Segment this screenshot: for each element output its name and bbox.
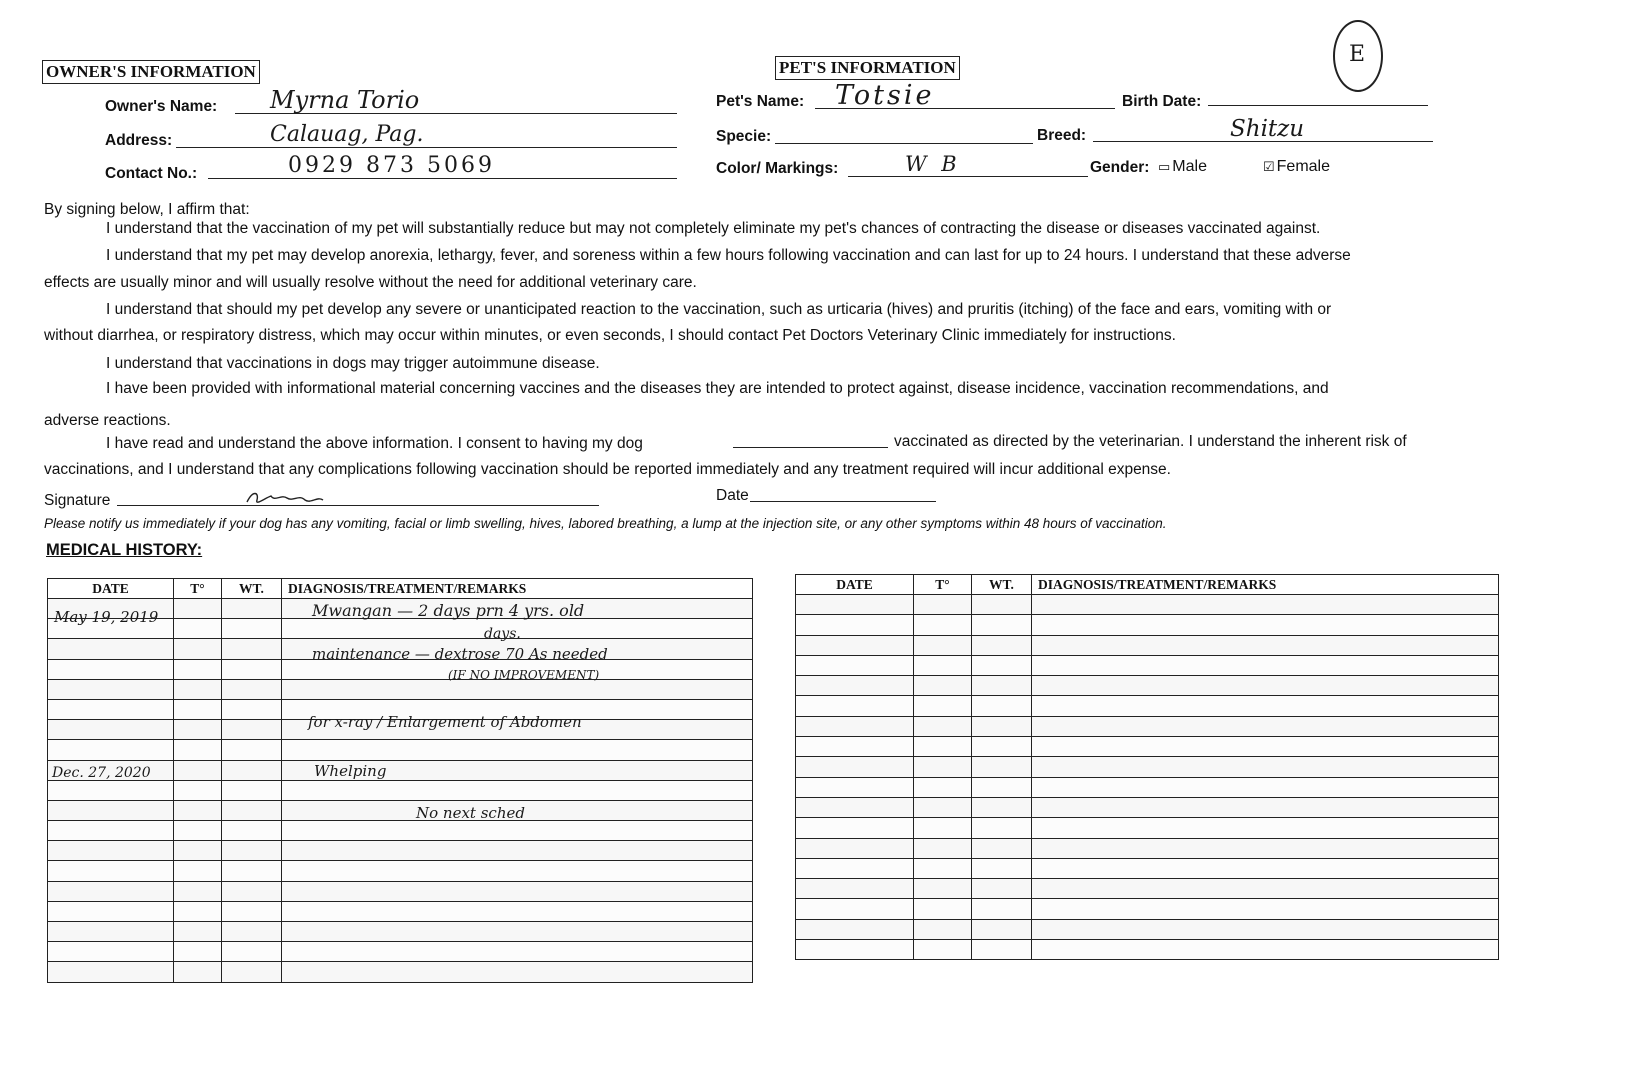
remarks-cell[interactable]: [1032, 737, 1499, 757]
date-cell[interactable]: [48, 881, 174, 901]
signature-date-label: Date: [716, 487, 749, 504]
table-row: [48, 861, 753, 881]
table-row: [48, 922, 753, 942]
owner-address-line: [176, 147, 677, 148]
signature-date-line[interactable]: [750, 501, 936, 502]
temperature-cell[interactable]: [914, 777, 972, 797]
weight-cell[interactable]: [222, 699, 282, 719]
remarks-cell[interactable]: [282, 922, 753, 942]
temperature-cell[interactable]: [914, 899, 972, 919]
consent-paragraph-1: I understand that the vaccination of my pet will substantially reduce but may not completely eliminate my pet's chances of contracting the disease or diseases vaccinated against.: [106, 220, 1321, 237]
weight-cell[interactable]: [972, 595, 1032, 615]
table-row: [48, 841, 753, 861]
entry-remark-1b[interactable]: days.: [484, 626, 521, 642]
weight-cell[interactable]: [222, 922, 282, 942]
remarks-cell[interactable]: [1032, 919, 1499, 939]
weight-cell[interactable]: [222, 962, 282, 982]
weight-cell[interactable]: [222, 679, 282, 699]
weight-cell[interactable]: [972, 879, 1032, 899]
consent-paragraph-6a-end: vaccinated as directed by the veterinarian. I understand the inherent risk of: [894, 433, 1407, 450]
date-cell[interactable]: [48, 901, 174, 921]
date-cell[interactable]: [48, 639, 174, 659]
gender-male-option[interactable]: [1158, 158, 1207, 176]
male-label: Male: [1172, 158, 1207, 175]
date-cell[interactable]: [796, 899, 914, 919]
weight-cell[interactable]: [972, 777, 1032, 797]
col-date: DATE: [48, 579, 174, 599]
weight-cell[interactable]: [222, 659, 282, 679]
entry-remark-1[interactable]: Mwangan — 2 days prn 4 yrs. old: [312, 601, 585, 620]
temperature-cell[interactable]: [174, 942, 222, 962]
weight-cell[interactable]: [222, 599, 282, 619]
birth-date-label: Birth Date:: [1122, 93, 1202, 110]
consent-paragraph-2b: effects are usually minor and will usually resolve without the need for additional veterinary care.: [44, 274, 697, 291]
gender-label: Gender:: [1090, 159, 1150, 176]
temperature-cell[interactable]: [174, 901, 222, 921]
temperature-cell[interactable]: [174, 639, 222, 659]
date-cell[interactable]: [796, 919, 914, 939]
weight-cell[interactable]: [972, 737, 1032, 757]
temperature-cell[interactable]: [914, 838, 972, 858]
table-row: [796, 797, 1499, 817]
pet-name-value[interactable]: Totsie: [835, 80, 935, 111]
medical-history-table-left: [47, 578, 753, 983]
date-cell[interactable]: [48, 922, 174, 942]
table-row: [48, 800, 753, 820]
medical-history-heading: MEDICAL HISTORY:: [46, 541, 203, 559]
weight-cell[interactable]: [222, 841, 282, 861]
weight-cell[interactable]: [222, 901, 282, 921]
weight-cell[interactable]: [222, 861, 282, 881]
weight-cell[interactable]: [972, 696, 1032, 716]
temperature-cell[interactable]: [914, 919, 972, 939]
table-row: [48, 821, 753, 841]
table-row: [796, 777, 1499, 797]
col-weight: WT.: [972, 575, 1032, 595]
remarks-cell[interactable]: [1032, 818, 1499, 838]
temperature-cell[interactable]: [174, 760, 222, 780]
consent-paragraph-5a: I have been provided with informational material concerning vaccines and the diseases they are intended to protect against, disease incidence, vaccination recommendations, and: [106, 380, 1329, 397]
date-cell[interactable]: [48, 841, 174, 861]
weight-cell[interactable]: [972, 838, 1032, 858]
table-row: [796, 818, 1499, 838]
consent-paragraph-3a: I understand that should my pet develop any severe or unanticipated reaction to the vaccination, such as urticaria (hives) and pruritis (itching) of the face and ears, vomiting with or: [106, 301, 1332, 318]
date-cell[interactable]: [796, 615, 914, 635]
remarks-cell[interactable]: [1032, 615, 1499, 635]
color-markings-label: Color/ Markings:: [716, 160, 839, 177]
breed-value[interactable]: Shitzu: [1230, 116, 1305, 142]
date-cell[interactable]: [48, 800, 174, 820]
weight-cell[interactable]: [972, 797, 1032, 817]
date-cell[interactable]: [48, 962, 174, 982]
temperature-cell[interactable]: [914, 696, 972, 716]
temperature-cell[interactable]: [914, 858, 972, 878]
temperature-cell[interactable]: [174, 740, 222, 760]
date-cell[interactable]: [796, 676, 914, 696]
date-cell[interactable]: [48, 659, 174, 679]
temperature-cell[interactable]: [174, 720, 222, 740]
vaccination-notice: Please notify us immediately if your dog has any vomiting, facial or limb swelling, hives, labored breathing, a lump at the injection site, or any other symptoms within 48 hours of vaccination.: [44, 516, 1167, 531]
weight-cell[interactable]: [972, 615, 1032, 635]
table-row: [796, 919, 1499, 939]
table-row: [796, 635, 1499, 655]
owner-address-label: Address:: [105, 132, 173, 149]
owner-signature-scribble: [245, 488, 325, 508]
remarks-cell[interactable]: [1032, 655, 1499, 675]
weight-cell[interactable]: [222, 780, 282, 800]
entry-date-1[interactable]: May 19, 2019: [54, 608, 159, 626]
remarks-cell[interactable]: [1032, 716, 1499, 736]
weight-cell[interactable]: [222, 942, 282, 962]
temperature-cell[interactable]: [174, 841, 222, 861]
date-cell[interactable]: [796, 777, 914, 797]
temperature-cell[interactable]: [174, 821, 222, 841]
col-weight: WT.: [222, 579, 282, 599]
consent-intro: By signing below, I affirm that:: [44, 201, 250, 218]
consent-paragraph-2a: I understand that my pet may develop anorexia, lethargy, fever, and soreness within a few hours following vaccination and can last for up to 24 hours. I understand that these adverse: [106, 247, 1351, 264]
weight-cell[interactable]: [972, 655, 1032, 675]
gender-female-option[interactable]: [1263, 158, 1330, 176]
specie-line: [775, 143, 1033, 144]
temperature-cell[interactable]: [914, 818, 972, 838]
weight-cell[interactable]: [222, 800, 282, 820]
consent-paragraph-6b: vaccinations, and I understand that any complications following vaccination should be reported immediately and any treatment required will incur additional expense.: [44, 461, 1171, 478]
remarks-cell[interactable]: [282, 679, 753, 699]
date-cell[interactable]: [48, 780, 174, 800]
date-cell[interactable]: [796, 655, 914, 675]
temperature-cell[interactable]: [914, 716, 972, 736]
table-row: [796, 595, 1499, 615]
weight-cell[interactable]: [222, 720, 282, 740]
temperature-cell[interactable]: [914, 676, 972, 696]
remarks-cell[interactable]: [1032, 777, 1499, 797]
date-cell[interactable]: [48, 821, 174, 841]
weight-cell[interactable]: [972, 635, 1032, 655]
date-cell[interactable]: [796, 797, 914, 817]
date-cell[interactable]: [48, 699, 174, 719]
circled-letter: E: [1349, 42, 1366, 67]
owner-section-heading: OWNER'S INFORMATION: [42, 60, 260, 84]
temperature-cell[interactable]: [174, 780, 222, 800]
temperature-cell[interactable]: [914, 757, 972, 777]
remarks-cell[interactable]: [1032, 595, 1499, 615]
consent-paragraph-4: I understand that vaccinations in dogs may trigger autoimmune disease.: [106, 355, 600, 372]
temperature-cell[interactable]: [174, 599, 222, 619]
table-row: [796, 940, 1499, 960]
remarks-cell[interactable]: [1032, 879, 1499, 899]
remarks-cell[interactable]: [1032, 858, 1499, 878]
temperature-cell[interactable]: [174, 659, 222, 679]
temperature-cell[interactable]: [174, 699, 222, 719]
temperature-cell[interactable]: [914, 737, 972, 757]
medical-history-table-right: [795, 574, 1499, 960]
dog-name-blank[interactable]: [733, 447, 888, 448]
entry-remark-5[interactable]: No next sched: [416, 804, 525, 822]
date-cell[interactable]: [796, 635, 914, 655]
pet-name-label: Pet's Name:: [716, 93, 805, 110]
table-row: [796, 899, 1499, 919]
remarks-cell[interactable]: [282, 740, 753, 760]
pet-section-heading: PET'S INFORMATION: [775, 56, 960, 80]
weight-cell[interactable]: [972, 940, 1032, 960]
entry-date-2[interactable]: Dec. 27, 2020: [52, 765, 151, 781]
table-row: [796, 696, 1499, 716]
date-cell[interactable]: [48, 740, 174, 760]
remarks-cell[interactable]: [282, 861, 753, 881]
specie-label: Specie:: [716, 128, 772, 145]
date-cell[interactable]: [48, 942, 174, 962]
col-date: DATE: [796, 575, 914, 595]
entry-remark-4[interactable]: Whelping: [314, 762, 387, 780]
table-row: [796, 858, 1499, 878]
entry-remark-3[interactable]: for x-ray / Enlargement of Abdomen: [308, 713, 582, 731]
weight-cell[interactable]: [222, 881, 282, 901]
owner-contact-label: Contact No.:: [105, 165, 198, 182]
remarks-cell[interactable]: [282, 962, 753, 982]
table-row: [796, 757, 1499, 777]
weight-cell[interactable]: [972, 899, 1032, 919]
table-row: [796, 615, 1499, 635]
table-row: [796, 737, 1499, 757]
weight-cell[interactable]: [972, 919, 1032, 939]
weight-cell[interactable]: [972, 716, 1032, 736]
remarks-cell[interactable]: [282, 942, 753, 962]
weight-cell[interactable]: [222, 639, 282, 659]
remarks-cell[interactable]: [1032, 940, 1499, 960]
weight-cell[interactable]: [222, 619, 282, 639]
female-label: Female: [1276, 158, 1331, 175]
color-markings-value[interactable]: W B: [905, 152, 957, 176]
temperature-cell[interactable]: [914, 655, 972, 675]
birth-date-line: [1208, 105, 1428, 106]
table-row: [48, 780, 753, 800]
date-cell[interactable]: [796, 716, 914, 736]
temperature-cell[interactable]: [174, 800, 222, 820]
temperature-cell[interactable]: [914, 595, 972, 615]
date-cell[interactable]: [796, 818, 914, 838]
table-row: [48, 760, 753, 780]
male-checkbox-icon[interactable]: ▭: [1158, 159, 1171, 174]
owner-address-value[interactable]: Calauag, Pag.: [270, 122, 424, 147]
remarks-cell[interactable]: [282, 901, 753, 921]
weight-cell[interactable]: [972, 818, 1032, 838]
date-cell[interactable]: [796, 940, 914, 960]
temperature-cell[interactable]: [914, 635, 972, 655]
date-cell[interactable]: [796, 737, 914, 757]
temperature-cell[interactable]: [174, 881, 222, 901]
table-row: [48, 679, 753, 699]
temperature-cell[interactable]: [914, 879, 972, 899]
temperature-cell[interactable]: [174, 619, 222, 639]
col-temperature: T°: [174, 579, 222, 599]
entry-remark-2b[interactable]: (IF NO IMPROVEMENT): [448, 668, 600, 682]
date-cell[interactable]: [48, 720, 174, 740]
table-row: [48, 740, 753, 760]
color-markings-line: [848, 176, 1088, 177]
remarks-cell[interactable]: [1032, 635, 1499, 655]
date-cell[interactable]: [796, 858, 914, 878]
temperature-cell[interactable]: [914, 615, 972, 635]
date-cell[interactable]: [796, 696, 914, 716]
col-temperature: T°: [914, 575, 972, 595]
date-cell[interactable]: [48, 679, 174, 699]
remarks-cell[interactable]: [282, 780, 753, 800]
owner-name-label: Owner's Name:: [105, 98, 218, 115]
owner-contact-value[interactable]: 0929 873 5069: [288, 153, 495, 178]
remarks-cell[interactable]: [282, 841, 753, 861]
breed-label: Breed:: [1037, 127, 1087, 144]
table-row: [796, 879, 1499, 899]
temperature-cell[interactable]: [174, 962, 222, 982]
consent-paragraph-3b: without diarrhea, or respiratory distress, which may occur within minutes, or even seconds, I should contact Pet Doctors Veterinary Clinic immediately for instructions.: [44, 327, 1176, 344]
table-row: [48, 962, 753, 982]
date-cell[interactable]: [796, 879, 914, 899]
col-remarks: DIAGNOSIS/TREATMENT/REMARKS: [282, 579, 753, 599]
signature-line[interactable]: [117, 505, 599, 506]
weight-cell[interactable]: [972, 858, 1032, 878]
consent-paragraph-5b: adverse reactions.: [44, 412, 171, 429]
date-cell[interactable]: [48, 861, 174, 881]
temperature-cell[interactable]: [914, 940, 972, 960]
weight-cell[interactable]: [222, 760, 282, 780]
signature-label: Signature: [44, 492, 111, 509]
owner-name-value[interactable]: Myrna Torio: [270, 86, 420, 114]
table-row: [796, 655, 1499, 675]
table-row: [48, 942, 753, 962]
remarks-cell[interactable]: [1032, 838, 1499, 858]
female-checkbox-icon[interactable]: ☑: [1263, 159, 1275, 174]
owner-contact-line: [208, 178, 677, 179]
table-row: [796, 676, 1499, 696]
col-remarks: DIAGNOSIS/TREATMENT/REMARKS: [1032, 575, 1499, 595]
remarks-cell[interactable]: [1032, 899, 1499, 919]
table-row: [48, 881, 753, 901]
weight-cell[interactable]: [972, 676, 1032, 696]
remarks-cell[interactable]: [282, 881, 753, 901]
remarks-cell[interactable]: [1032, 676, 1499, 696]
entry-remark-2[interactable]: maintenance — dextrose 70 As needed: [312, 645, 608, 663]
temperature-cell[interactable]: [174, 922, 222, 942]
temperature-cell[interactable]: [174, 861, 222, 881]
remarks-cell[interactable]: [1032, 696, 1499, 716]
date-cell[interactable]: [796, 757, 914, 777]
temperature-cell[interactable]: [174, 679, 222, 699]
remarks-cell[interactable]: [1032, 757, 1499, 777]
consent-paragraph-6a-start: I have read and understand the above information. I consent to having my dog: [106, 435, 643, 452]
table-row: [796, 716, 1499, 736]
remarks-cell[interactable]: [282, 821, 753, 841]
temperature-cell[interactable]: [914, 797, 972, 817]
table-row: [796, 838, 1499, 858]
remarks-cell[interactable]: [1032, 797, 1499, 817]
date-cell[interactable]: [796, 595, 914, 615]
table-row: [48, 901, 753, 921]
weight-cell[interactable]: [972, 757, 1032, 777]
weight-cell[interactable]: [222, 821, 282, 841]
date-cell[interactable]: [796, 838, 914, 858]
weight-cell[interactable]: [222, 740, 282, 760]
